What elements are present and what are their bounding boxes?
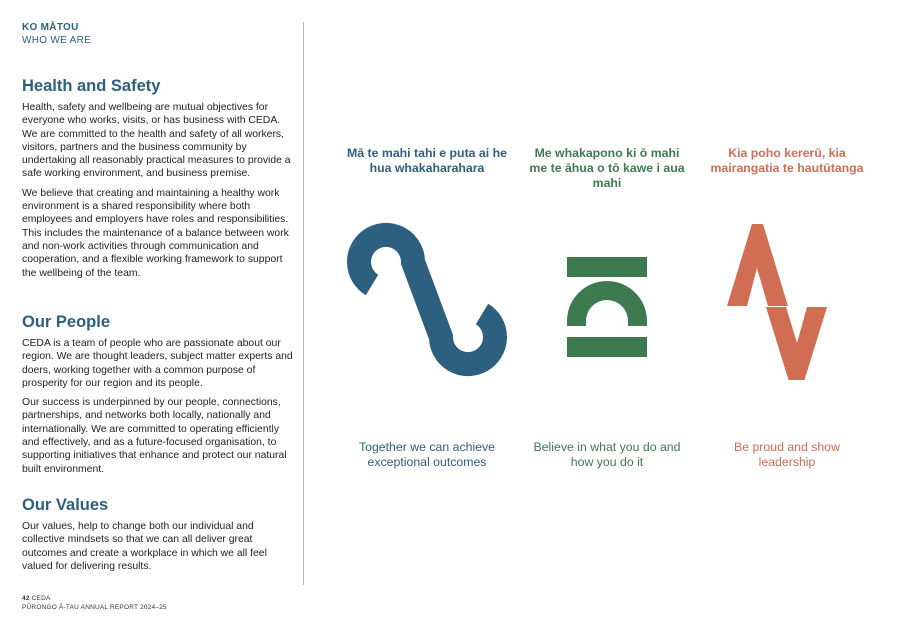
our-values-title: Our Values [22,496,109,514]
health-safety-section [22,76,297,286]
value-english-text: Believe in what you do and how you do it [533,440,681,469]
our-values-paragraph: Our values, help to change both our individual and collective mindsets so that we can all deliver great outcomes and create a workplace in which we all feel valued for delivering results. [22,521,267,572]
chevrons-icon [707,220,867,380]
footer-report-title: PŪRONGO Ā-TAU ANNUAL REPORT 2024–25 [22,604,167,611]
page-footer [22,594,167,612]
health-safety-title: Health and Safety [22,77,161,95]
page-header [22,21,91,47]
value-english-text: Be proud and show leadership [734,440,840,469]
section-kicker: KO MĀTOU [22,22,79,33]
health-safety-paragraph: We believe that creating and maintaining a healthy work environment is a shared responsibility where both employees and employers have roles and responsibilities. This includes the maintenance of a balance between work and non-work activities through communication and cooperation, and a flexible working framework to support the wellbeing of the team. [22,187,289,279]
value-column-believe [527,146,687,469]
value-english-text: Together we can achieve exceptional outcomes [358,440,496,469]
column-divider [303,22,304,585]
health-safety-paragraph: Health, safety and wellbeing are mutual objectives for everyone who works, visits, or has business with CEDA. We are committed to the health and safety of all workers, visitors, partners and the business community by undertaking all reasonably practical measures to provide a safe working environment, and business premise. [22,102,291,180]
value-maori-text: Me whakapono ki ō mahi me te āhua o tō kawe i aua mahi [529,146,685,190]
section-subtitle: WHO WE ARE [22,35,92,46]
footer-org: CEDA [31,595,51,602]
value-maori-text: Mā te mahi tahi e puta ai he hua whakaharahara [347,146,507,175]
bars-arch-icon [527,220,687,380]
our-people-title: Our People [22,313,111,331]
page-number: 42 [22,595,30,602]
our-people-paragraph: Our success is underpinned by our people, connections, partnerships, and networks both locally, nationally and internationally. We are committed to operating efficiently and effectively, and as a future-focused organisation, to supporting initiatives that enhance and protect our natural built environment. [22,397,287,475]
our-values-section [22,495,297,579]
our-people-section [22,312,297,482]
our-people-paragraph: CEDA is a team of people who are passionate about our region. We are thought leaders, subject matter experts and doers, working together with a common purpose of prosperity for our region and its people. [22,338,293,389]
value-column-leadership [707,146,867,469]
infinity-loop-icon [347,220,507,380]
value-maori-text: Kia poho kererū, kia mairangatia te hautūtanga [710,146,864,175]
value-column-together [347,146,507,469]
